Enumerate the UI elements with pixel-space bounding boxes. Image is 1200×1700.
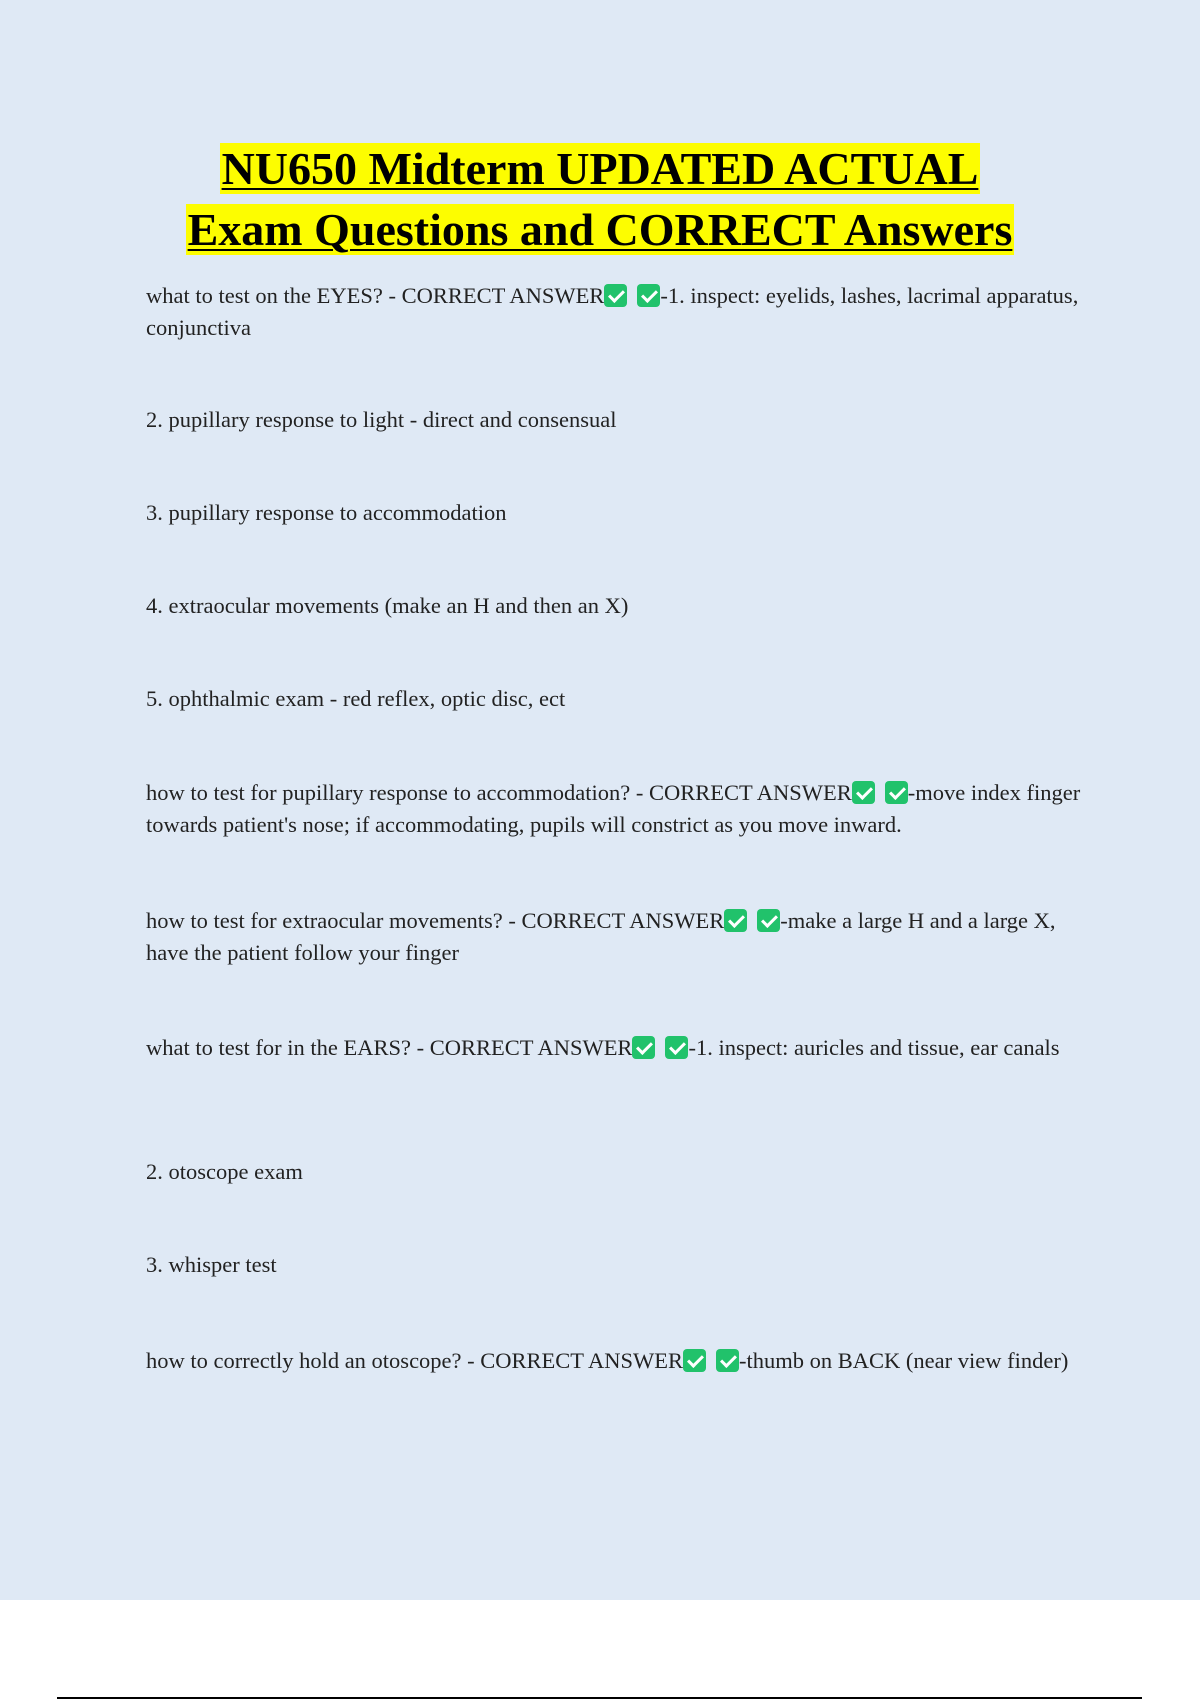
check-mark-icon: [632, 1036, 655, 1059]
qa-entry: [146, 777, 1086, 841]
answer-text: -thumb on BACK (near view finder): [739, 1348, 1069, 1373]
qa-entry: [146, 1032, 1086, 1064]
check-mark-icon: [885, 781, 908, 804]
check-mark-icon: [683, 1349, 706, 1372]
answer-continuation: 5. ophthalmic exam - red reflex, optic disc, ect: [146, 686, 566, 711]
answer-continuation: 3. pupillary response to accommodation: [146, 500, 507, 525]
check-mark-icon: [852, 781, 875, 804]
question-text: how to test for pupillary response to accommodation? - CORRECT ANSWER: [146, 780, 852, 805]
answer-continuation: 2. pupillary response to light - direct and consensual: [146, 407, 617, 432]
answer-text: -1. inspect: auricles and tissue, ear canals: [688, 1035, 1060, 1060]
title-line-1: NU650 Midterm UPDATED ACTUAL: [221, 143, 979, 194]
answer-text: -move index finger towards patient's nose; if accommodating, pupils will constrict as you move inward.: [146, 780, 1081, 837]
answer-continuation: 3. whisper test: [146, 1252, 277, 1277]
qa-entry: [146, 280, 1086, 344]
check-mark-icon: [724, 909, 747, 932]
question-text: how to correctly hold an otoscope? - CORRECT ANSWER: [146, 1348, 684, 1373]
title-line-2: Exam Questions and CORRECT Answers: [187, 204, 1013, 255]
check-mark-icon: [716, 1349, 739, 1372]
answer-continuation: 2. otoscope exam: [146, 1159, 303, 1184]
check-mark-icon: [757, 909, 780, 932]
question-text: how to test for extraocular movements? - CORRECT ANSWER: [146, 908, 725, 933]
check-mark-icon: [637, 284, 660, 307]
qa-entry: [146, 1345, 1086, 1377]
footer-divider: [57, 1697, 1142, 1699]
answer-text: -1. inspect: eyelids, lashes, lacrimal apparatus, conjunctiva: [146, 283, 1079, 340]
answer-text: -make a large H and a large X, have the patient follow your finger: [146, 908, 1056, 965]
check-mark-icon: [604, 284, 627, 307]
question-text: what to test for in the EARS? - CORRECT ANSWER: [146, 1035, 633, 1060]
answer-continuation: 4. extraocular movements (make an H and then an X): [146, 593, 629, 618]
qa-entry: [146, 905, 1086, 969]
check-mark-icon: [665, 1036, 688, 1059]
question-text: what to test on the EYES? - CORRECT ANSWER: [146, 283, 605, 308]
document-title: [0, 138, 1200, 260]
